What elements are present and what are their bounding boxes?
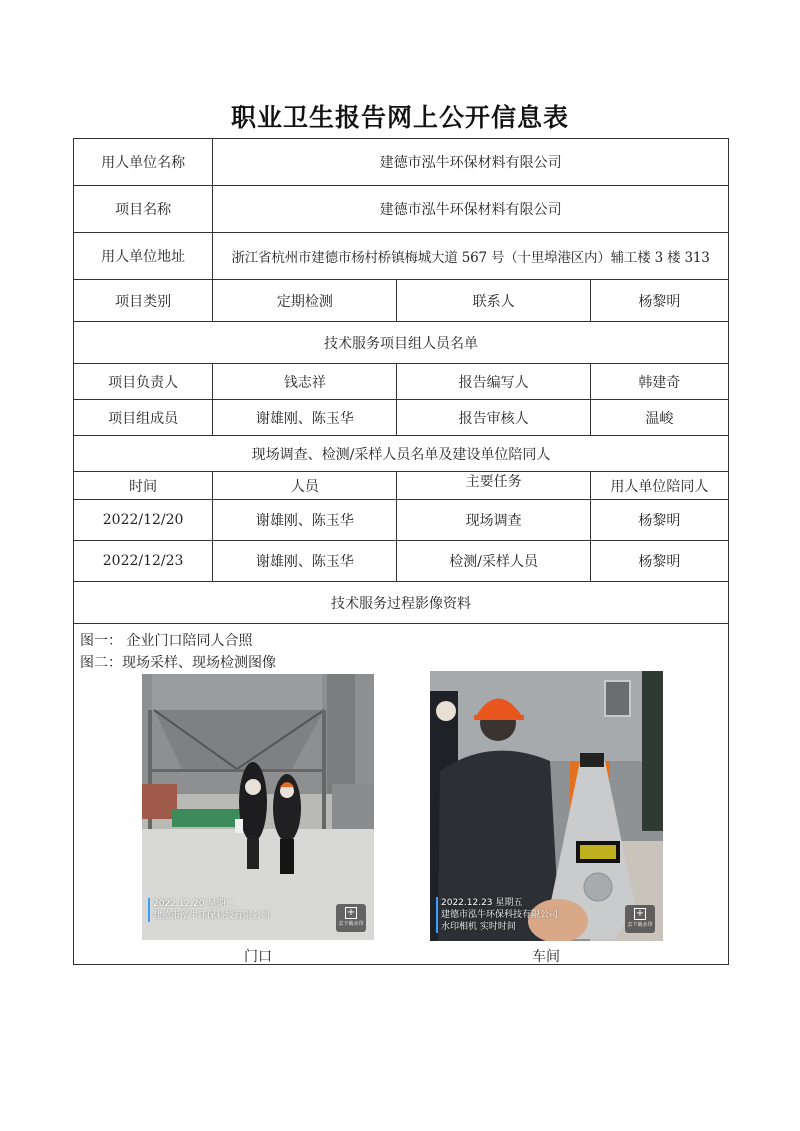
employer-name-value: 建德市泓牛环保材料有限公司: [213, 139, 729, 186]
photo-watermark: [148, 898, 270, 922]
row-leader: [74, 364, 729, 400]
header-escort: 用人单位陪同人: [590, 472, 728, 500]
members-value: 谢雄刚、陈玉华: [213, 400, 397, 436]
watermark-download-button: + 去下载水印: [625, 905, 655, 933]
address-label: 用人单位地址: [74, 233, 213, 280]
members-label: 项目组成员: [74, 400, 213, 436]
row-media: [74, 624, 729, 965]
row-escort: 杨黎明: [590, 541, 728, 582]
row-date: 2022/12/23: [74, 541, 213, 582]
header-task-label: 主要任务: [465, 473, 522, 490]
leader-value: 钱志祥: [213, 364, 397, 400]
writer-label: 报告编写人: [397, 364, 590, 400]
team-section-title: 技术服务项目组人员名单: [74, 322, 729, 364]
header-time: 时间: [74, 472, 213, 500]
project-name-label: 项目名称: [74, 186, 213, 233]
row-staff: 谢雄刚、陈玉华: [213, 500, 397, 541]
photo-label-entrance: 门口: [244, 949, 272, 965]
row-address: [74, 233, 729, 280]
field-section-title: 现场调查、检测/采样人员名单及建设单位陪同人: [74, 436, 729, 472]
category-value: 定期检测: [213, 280, 397, 322]
media-section-title: 技术服务过程影像资料: [74, 582, 729, 624]
caption-figure-2: 图二：现场采样、现场检测图像: [80, 655, 276, 671]
caption-figure-1: 图一： 企业门口陪同人合照: [80, 633, 253, 649]
row-employer-name: [74, 139, 729, 186]
row-members: [74, 400, 729, 436]
reviewer-value: 温峻: [590, 400, 728, 436]
row-staff: 谢雄刚、陈玉华: [213, 541, 397, 582]
photo-label-workshop: 车间: [532, 949, 560, 965]
row-media-title: [74, 582, 729, 624]
row-date: 2022/12/20: [74, 500, 213, 541]
media-cell: [74, 624, 729, 965]
employer-name-label: 用人单位名称: [74, 139, 213, 186]
contact-value: 杨黎明: [590, 280, 728, 322]
header-task: [397, 472, 590, 500]
table-row: [74, 541, 729, 582]
row-task: 检测/采样人员: [397, 541, 590, 582]
watermark-note: 水印相机 实时时间: [441, 922, 516, 932]
row-task: 现场调查: [397, 500, 590, 541]
photo-entrance: [142, 674, 374, 940]
address-value: 浙江省杭州市建德市杨村桥镇梅城大道 567 号（十里埠港区内）辅工楼 3 楼 313: [213, 233, 729, 280]
row-team-title: [74, 322, 729, 364]
contact-label: 联系人: [397, 280, 590, 322]
watermark-download-button: + 去下载水印: [336, 904, 366, 932]
photo-watermark: [436, 897, 558, 933]
row-escort: 杨黎明: [590, 500, 728, 541]
watermark-date: 2022.12.23 星期五: [441, 898, 523, 908]
row-category: [74, 280, 729, 322]
row-project-name: [74, 186, 729, 233]
category-label: 项目类别: [74, 280, 213, 322]
reviewer-label: 报告审核人: [397, 400, 590, 436]
row-field-title: [74, 436, 729, 472]
field-header-row: [74, 472, 729, 500]
photo-workshop: [430, 671, 663, 941]
watermark-company: 建德市泓牛环保科技有限公司: [153, 911, 271, 921]
plus-icon: +: [635, 908, 645, 919]
watermark-company: 建德市泓牛环保科技有限公司: [441, 910, 559, 920]
table-row: [74, 500, 729, 541]
header-staff: 人员: [213, 472, 397, 500]
leader-label: 项目负责人: [74, 364, 213, 400]
info-table: [73, 138, 729, 965]
writer-value: 韩建奇: [590, 364, 728, 400]
page-title: 职业卫生报告网上公开信息表: [230, 103, 569, 132]
watermark-date: 2022.12.20 星期二: [153, 899, 235, 909]
project-name-value: 建德市泓牛环保材料有限公司: [213, 186, 729, 233]
plus-icon: +: [346, 907, 356, 918]
